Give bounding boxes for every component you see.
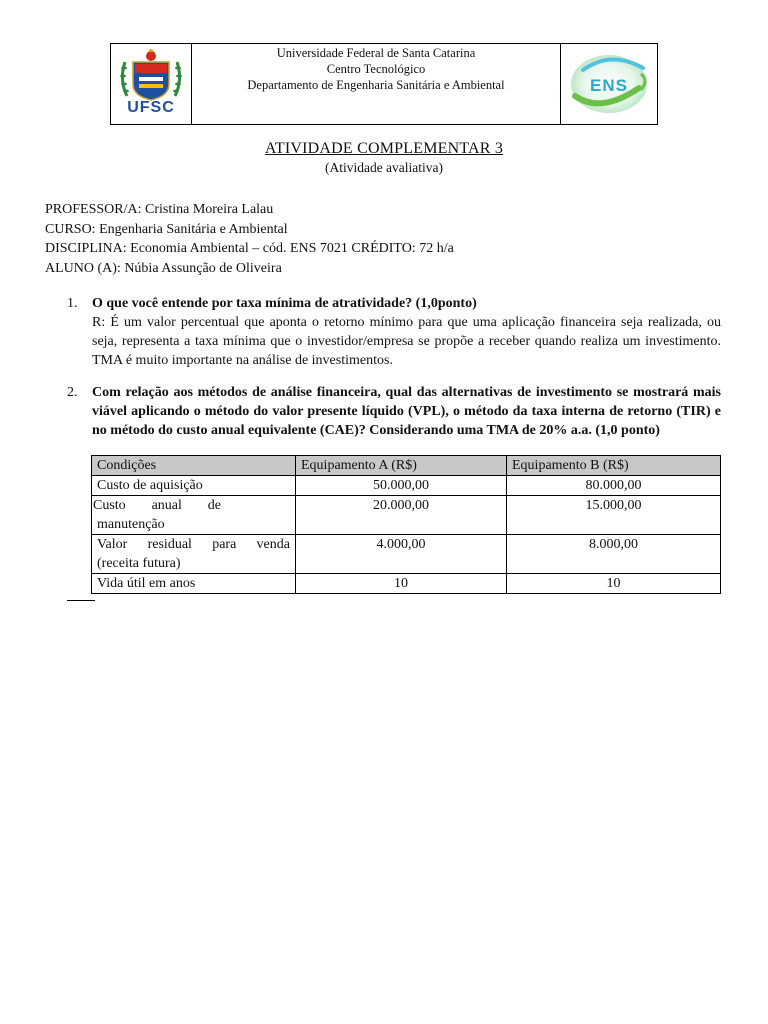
table-cell-line: (receita futura)	[97, 556, 181, 571]
table-cell: 4.000,00	[296, 535, 507, 574]
department-name: Departamento de Engenharia Sanitária e Ambiental	[247, 78, 505, 92]
table-cell: 80.000,00	[507, 476, 721, 496]
table-row	[92, 476, 721, 496]
table-cell: 8.000,00	[507, 535, 721, 574]
table-cell: 15.000,00	[507, 496, 721, 535]
ufsc-logo	[111, 44, 192, 125]
table-header-row	[92, 456, 721, 476]
table-cell-line: manutenção	[97, 517, 165, 532]
table-cell: 10	[507, 574, 721, 594]
table-cell: Vida útil em anos	[92, 574, 296, 594]
institution-block	[192, 44, 561, 125]
table-cell-line: Custo anual de	[93, 498, 221, 513]
investment-table	[91, 455, 721, 594]
table-cell: Custo de aquisição	[92, 476, 296, 496]
table-row	[92, 574, 721, 594]
table-header-cell: Condições	[92, 456, 296, 476]
table-header-cell: Equipamento B (R$)	[507, 456, 721, 476]
ens-logo	[561, 44, 658, 125]
table-cell: 10	[296, 574, 507, 594]
table-bottom-rule	[67, 600, 95, 601]
student-line: ALUNO (A): Núbia Assunção de Oliveira	[45, 260, 282, 276]
table-row	[92, 535, 721, 574]
question-number: 2.	[67, 385, 78, 400]
table-cell: 20.000,00	[296, 496, 507, 535]
question-text: Com relação aos métodos de análise financeira, qual das alternativas de investimento se mostrará mais viável aplicando o método do valor presente líquido (VPL), o método da taxa interna de retorno (TIR) e no método do custo anual equivalente (CAE)? Considerando uma TMA de 20% a.a. (1,0 ponto)	[92, 385, 721, 438]
question-number: 1.	[67, 296, 78, 311]
table-cell: 50.000,00	[296, 476, 507, 496]
title-block	[0, 140, 768, 176]
ens-logo-text: ENS	[590, 76, 628, 95]
question-2	[67, 383, 721, 440]
header-table	[110, 43, 658, 125]
page-title: ATIVIDADE COMPLEMENTAR 3	[264, 140, 504, 157]
table-cell	[92, 496, 296, 535]
question-answer: R: É um valor percentual que aponta o retorno mínimo para que uma aplicação financeira seja realizada, ou seja, representa a taxa mínima que o investidor/empresa se propõe a receber quando realiza um investimento. TMA é muito importante na análise de investimentos.	[92, 315, 721, 368]
discipline-line: DISCIPLINA: Economia Ambiental – cód. ENS 7021 CRÉDITO: 72 h/a	[45, 241, 454, 256]
center-name: Centro Tecnológico	[326, 62, 426, 76]
question-text: O que você entende por taxa mínima de atratividade? (1,0ponto)	[92, 296, 477, 311]
page-subtitle: (Atividade avaliativa)	[324, 160, 444, 175]
info-block	[45, 200, 454, 278]
question-1	[67, 294, 721, 370]
table-cell	[92, 535, 296, 574]
course-line: CURSO: Engenharia Sanitária e Ambiental	[45, 221, 288, 237]
university-name: Universidade Federal de Santa Catarina	[276, 46, 476, 60]
ufsc-logo-text: UFSC	[127, 99, 175, 116]
table-row	[92, 496, 721, 535]
professor-line: PROFESSOR/A: Cristina Moreira Lalau	[45, 202, 274, 217]
table-cell-line: Valor residual para venda	[97, 537, 290, 552]
table-header-cell: Equipamento A (R$)	[296, 456, 507, 476]
